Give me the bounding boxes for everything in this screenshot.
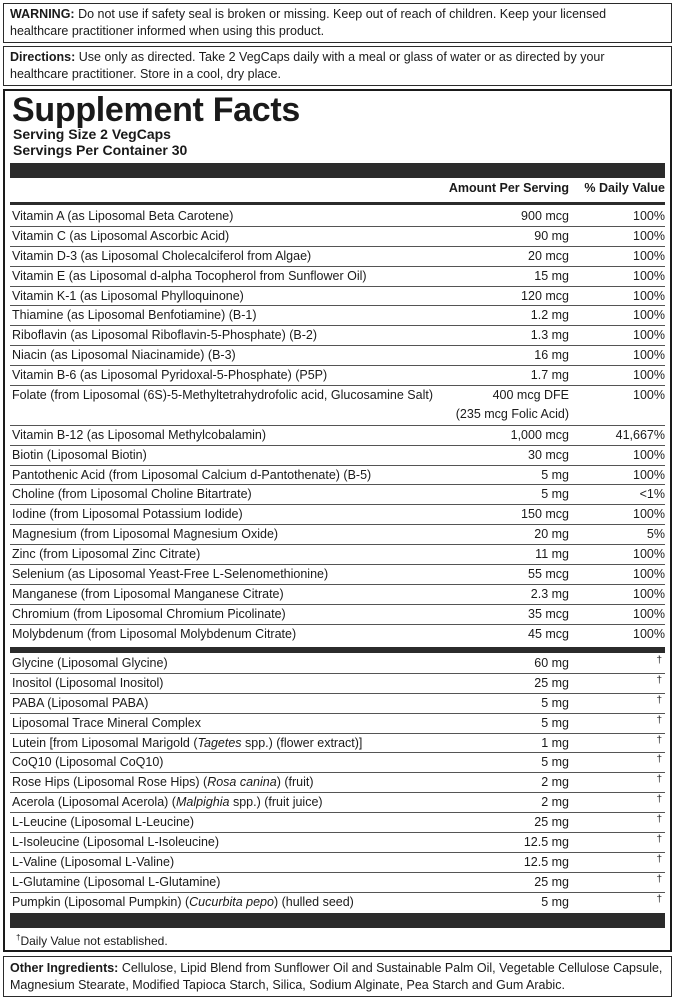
nutrient-name: Biotin (Liposomal Biotin) <box>12 447 147 462</box>
nutrient-amount-value: 900 mcg <box>521 209 569 223</box>
nutrient-amount-value: 150 mcg <box>521 507 569 522</box>
nutrient-row <box>10 545 665 565</box>
nutrient-row <box>10 326 665 346</box>
nutrient-name: Riboflavin (as Liposomal Riboflavin-5-Phosphate) (B-2) <box>12 328 317 343</box>
nutrient-row <box>10 565 665 585</box>
column-header <box>10 180 665 198</box>
nutrient-amount <box>541 694 569 713</box>
nutrient-daily-value: 100% <box>633 606 665 621</box>
nutrient-amount-value: 90 mg <box>534 228 569 243</box>
nutrient-amount <box>528 565 569 584</box>
nutrient-amount <box>528 625 569 644</box>
nutrient-daily-value: † <box>656 655 662 666</box>
other-ingredients-lead: Other Ingredients: <box>10 961 119 975</box>
nutrient-amount-value: 20 mcg <box>528 248 569 263</box>
nutrient-row <box>10 346 665 366</box>
nutrient-row <box>10 833 665 853</box>
nutrient-amount <box>531 306 569 325</box>
nutrient-daily-value: 100% <box>633 388 665 403</box>
nutrient-row <box>10 694 665 714</box>
nutrient-amount <box>534 674 569 693</box>
nutrient-daily-value: 41,667% <box>615 427 665 442</box>
directions-text: Use only as directed. Take 2 VegCaps daily with a meal or glass of water or as directed by your healthcare practitioner. Store in a cool, dry place. <box>10 50 605 81</box>
nutrient-amount <box>531 326 569 345</box>
nutrient-name-italic: Malpighia <box>175 795 230 810</box>
nutrient-name <box>12 734 362 753</box>
nutrient-name: L-Valine (Liposomal L-Valine) <box>12 854 175 869</box>
nutrient-amount <box>456 386 569 424</box>
nutrient-name: Vitamin D-3 (as Liposomal Cholecalciferol from Algae) <box>12 248 312 263</box>
nutrient-amount <box>528 247 569 266</box>
thick-divider-bottom <box>10 913 665 928</box>
nutrient-amount <box>541 714 569 733</box>
nutrient-amount-value: 5 mg <box>541 695 569 710</box>
nutrient-amount-value: 12.5 mg <box>523 835 569 850</box>
nutrient-amount <box>534 267 569 286</box>
other-ingredients-text: Cellulose, Lipid Blend from Sunflower Oil and Sustainable Palm Oil, Vegetable Cellulose Capsule, Magnesium Stearate, Modified Tapioca Starch, Silica, Sodium Alginate, Pea Starch and Gum Arabic. <box>10 961 663 992</box>
nutrient-daily-value: † <box>656 834 662 846</box>
footnote-text: Daily Value not established. <box>20 934 168 948</box>
nutrient-amount <box>531 366 569 385</box>
thick-divider-top <box>10 163 665 178</box>
nutrient-row <box>10 267 665 287</box>
nutrient-name: Thiamine (as Liposomal Benfotiamine) (B-1) <box>12 308 257 323</box>
dagger-mark: † <box>16 933 21 942</box>
nutrient-daily-value: 100% <box>633 228 665 243</box>
nutrient-name-part: ) (fruit) <box>276 775 314 790</box>
other-nutrients-list <box>10 654 665 913</box>
directions-panel <box>3 46 672 86</box>
nutrient-amount-value: 2 mg <box>541 795 569 810</box>
nutrient-daily-value: 100% <box>633 567 665 582</box>
nutrient-name: Molybdenum (from Liposomal Molybdenum Citrate) <box>12 626 297 641</box>
nutrient-amount <box>528 605 569 624</box>
nutrient-amount <box>521 505 569 524</box>
other-ingredients-panel <box>3 956 672 997</box>
nutrient-daily-value: 100% <box>633 248 665 263</box>
nutrient-amount <box>534 525 569 544</box>
nutrient-daily-value: 100% <box>633 447 665 462</box>
vitamins-list <box>10 207 665 645</box>
nutrient-amount-value: 5 mg <box>541 755 569 770</box>
nutrient-daily-value: † <box>656 794 662 806</box>
nutrient-amount <box>528 446 569 465</box>
nutrient-row <box>10 505 665 525</box>
nutrient-amount <box>541 485 569 504</box>
nutrient-row <box>10 625 665 645</box>
nutrient-amount-value: 15 mg <box>534 268 569 283</box>
nutrient-name-part: Lutein [from Liposomal Marigold ( <box>12 735 198 750</box>
nutrient-amount-value: 11 mg <box>535 547 569 562</box>
nutrient-name: Magnesium (from Liposomal Magnesium Oxide) <box>12 527 279 542</box>
nutrient-row <box>10 386 665 426</box>
nutrient-name-part: spp.) (flower extract)] <box>241 735 363 750</box>
nutrient-daily-value: † <box>656 714 662 726</box>
nutrient-amount <box>534 813 569 832</box>
nutrient-name: Vitamin A (as Liposomal Beta Carotene) <box>12 209 234 223</box>
nutrient-amount <box>541 793 569 812</box>
nutrient-row <box>10 227 665 247</box>
nutrient-daily-value: 100% <box>633 507 665 522</box>
nutrient-amount <box>541 753 569 772</box>
nutrient-name-part: Rose Hips (Liposomal Rose Hips) ( <box>12 775 208 790</box>
nutrient-amount-value: 5 mg <box>541 715 569 730</box>
nutrient-name: Vitamin B-12 (as Liposomal Methylcobalamin) <box>12 427 267 442</box>
nutrient-amount-note: (235 mcg Folic Acid) <box>455 407 569 422</box>
nutrient-name: Vitamin B-6 (as Liposomal Pyridoxal-5-Phosphate) (P5P) <box>12 368 328 383</box>
servings-per-container: Servings Per Container 30 <box>13 142 188 158</box>
nutrient-row <box>10 654 665 674</box>
nutrient-amount-value: 60 mg <box>534 656 569 670</box>
nutrient-row <box>10 207 665 227</box>
nutrient-name: L-Leucine (Liposomal L-Leucine) <box>12 815 195 830</box>
warning-text: Do not use if safety seal is broken or missing. Keep out of reach of children. Keep your licensed healthcare practitioner informed when using this product. <box>10 7 607 38</box>
nutrient-amount-value: 16 mg <box>534 348 569 363</box>
nutrient-amount <box>534 346 569 365</box>
footnote <box>16 933 168 948</box>
nutrient-daily-value: 100% <box>633 368 665 383</box>
nutrient-name: Vitamin C (as Liposomal Ascorbic Acid) <box>12 228 230 243</box>
nutrient-amount-value: 1 mg <box>541 735 569 750</box>
nutrient-amount-value: 25 mg <box>534 675 569 690</box>
nutrient-amount-value: 1.2 mg <box>530 308 569 323</box>
nutrient-daily-value: 100% <box>633 467 665 482</box>
nutrient-name: L-Glutamine (Liposomal L-Glutamine) <box>12 874 221 889</box>
nutrient-name <box>12 793 323 812</box>
nutrient-amount <box>541 466 569 485</box>
nutrient-name-italic: Rosa canina <box>207 775 277 790</box>
nutrient-amount <box>521 287 569 306</box>
nutrient-amount <box>531 585 569 604</box>
nutrient-amount <box>534 873 569 892</box>
nutrient-daily-value: † <box>656 873 662 885</box>
nutrient-name-part: Pumpkin (Liposomal Pumpkin) ( <box>12 894 190 909</box>
nutrient-amount-value: 120 mcg <box>521 288 569 303</box>
nutrient-amount <box>541 773 569 792</box>
nutrient-daily-value: † <box>656 674 662 686</box>
nutrient-name-part: Acerola (Liposomal Acerola) ( <box>12 795 176 810</box>
nutrient-row <box>10 674 665 694</box>
nutrient-daily-value: 100% <box>633 348 665 363</box>
nutrient-row <box>10 426 665 446</box>
nutrient-daily-value: 100% <box>633 288 665 303</box>
nutrient-daily-value: 100% <box>633 328 665 343</box>
nutrient-row <box>10 734 665 754</box>
nutrient-row <box>10 605 665 625</box>
nutrient-row <box>10 446 665 466</box>
nutrient-name: Inositol (Liposomal Inositol) <box>12 675 164 690</box>
nutrient-amount-value: 2 mg <box>541 775 569 790</box>
nutrient-name <box>12 893 354 912</box>
nutrient-name: L-Isoleucine (Liposomal L-Isoleucine) <box>12 835 220 850</box>
nutrient-row <box>10 773 665 793</box>
nutrient-daily-value: † <box>656 694 662 706</box>
nutrient-name: PABA (Liposomal PABA) <box>12 695 149 710</box>
nutrient-amount <box>534 227 569 246</box>
dv-header: % Daily Value <box>584 181 665 195</box>
nutrient-name-part: spp.) (fruit juice) <box>229 795 323 810</box>
nutrient-name: Folate (from Liposomal (6S)-5-Methyltetrahydrofolic acid, Glucosamine Salt) <box>12 388 433 403</box>
nutrient-amount <box>524 833 569 852</box>
nutrient-row <box>10 714 665 734</box>
nutrient-daily-value: 100% <box>633 308 665 323</box>
nutrient-daily-value: † <box>656 814 662 826</box>
nutrient-daily-value: 100% <box>633 626 665 641</box>
nutrient-row <box>10 853 665 873</box>
nutrient-amount-value: 35 mcg <box>528 606 569 621</box>
nutrient-name: Zinc (from Liposomal Zinc Citrate) <box>12 547 201 562</box>
nutrient-name: Glycine (Liposomal Glycine) <box>12 656 168 670</box>
nutrient-daily-value: † <box>656 853 662 865</box>
nutrient-row <box>10 753 665 773</box>
nutrient-row <box>10 813 665 833</box>
serving-size: Serving Size 2 VegCaps <box>13 126 171 142</box>
nutrient-daily-value: † <box>656 893 662 905</box>
nutrient-amount-value: 1,000 mcg <box>510 427 569 442</box>
nutrient-name-italic: Tagetes <box>197 735 242 750</box>
nutrient-name-italic: Cucurbita pepo <box>189 894 274 909</box>
nutrient-name: Selenium (as Liposomal Yeast-Free L-Selenomethionine) <box>12 567 329 582</box>
nutrient-row <box>10 525 665 545</box>
nutrient-amount <box>511 426 569 445</box>
warning-lead: WARNING: <box>10 7 75 21</box>
supplement-facts-panel <box>3 89 672 952</box>
nutrient-name: Pantothenic Acid (from Liposomal Calcium d-Pantothenate) (B-5) <box>12 467 372 482</box>
nutrient-amount <box>541 893 569 912</box>
nutrient-amount <box>541 734 569 753</box>
nutrient-name: Choline (from Liposomal Choline Bitartrate) <box>12 487 252 502</box>
nutrient-name: Liposomal Trace Mineral Complex <box>12 715 201 730</box>
nutrient-amount-value: 45 mcg <box>528 626 569 641</box>
nutrient-amount-value: 400 mcg DFE <box>492 388 569 403</box>
nutrient-amount <box>521 207 569 226</box>
nutrient-name: Iodine (from Liposomal Potassium Iodide) <box>12 507 243 522</box>
nutrient-amount-value: 20 mg <box>534 527 569 542</box>
nutrient-row <box>10 893 665 913</box>
nutrient-amount-value: 5 mg <box>541 487 569 502</box>
thick-divider-middle <box>10 647 665 653</box>
nutrient-daily-value: <1% <box>639 487 665 502</box>
nutrient-name: Vitamin K-1 (as Liposomal Phylloquinone) <box>12 288 244 303</box>
nutrient-amount-value: 12.5 mg <box>523 854 569 869</box>
nutrient-row <box>10 485 665 505</box>
nutrient-row <box>10 793 665 813</box>
nutrient-amount-value: 5 mg <box>541 467 569 482</box>
nutrient-amount-value: 55 mcg <box>528 567 569 582</box>
nutrient-amount-value: 25 mg <box>534 874 569 889</box>
nutrient-daily-value: † <box>656 754 662 766</box>
amount-header: Amount Per Serving <box>448 181 569 195</box>
nutrient-daily-value: 100% <box>633 209 665 223</box>
nutrient-name-part: ) (hulled seed) <box>273 894 354 909</box>
nutrient-name: Manganese (from Liposomal Manganese Citrate) <box>12 586 284 601</box>
nutrient-daily-value: 100% <box>633 268 665 283</box>
nutrient-amount-value: 30 mcg <box>528 447 569 462</box>
facts-title: Supplement Facts <box>12 91 301 129</box>
nutrient-row <box>10 306 665 326</box>
nutrient-name <box>12 773 314 792</box>
nutrient-name: Niacin (as Liposomal Niacinamide) (B-3) <box>12 348 236 363</box>
nutrient-row <box>10 366 665 386</box>
nutrient-name: Chromium (from Liposomal Chromium Picolinate) <box>12 606 286 621</box>
header-divider <box>10 202 665 205</box>
nutrient-name: Vitamin E (as Liposomal d-alpha Tocopherol from Sunflower Oil) <box>12 268 367 283</box>
nutrient-amount-value: 1.7 mg <box>530 368 569 383</box>
nutrient-row <box>10 585 665 605</box>
nutrient-row <box>10 466 665 486</box>
nutrient-daily-value: 100% <box>633 547 665 562</box>
nutrient-amount <box>534 654 569 673</box>
nutrient-amount-value: 2.3 mg <box>530 586 569 601</box>
nutrient-amount-value: 25 mg <box>534 815 569 830</box>
nutrient-daily-value: † <box>656 734 662 746</box>
nutrient-name: CoQ10 (Liposomal CoQ10) <box>12 755 164 770</box>
nutrient-row <box>10 287 665 307</box>
nutrient-amount <box>535 545 569 564</box>
nutrient-daily-value: 5% <box>646 527 665 542</box>
directions-lead: Directions: <box>10 50 76 64</box>
nutrient-amount <box>524 853 569 872</box>
nutrient-amount-value: 1.3 mg <box>530 328 569 343</box>
nutrient-row <box>10 873 665 893</box>
nutrient-daily-value: † <box>656 774 662 786</box>
nutrient-row <box>10 247 665 267</box>
warning-panel <box>3 3 672 43</box>
nutrient-daily-value: 100% <box>633 586 665 601</box>
nutrient-amount-value: 5 mg <box>541 894 569 909</box>
